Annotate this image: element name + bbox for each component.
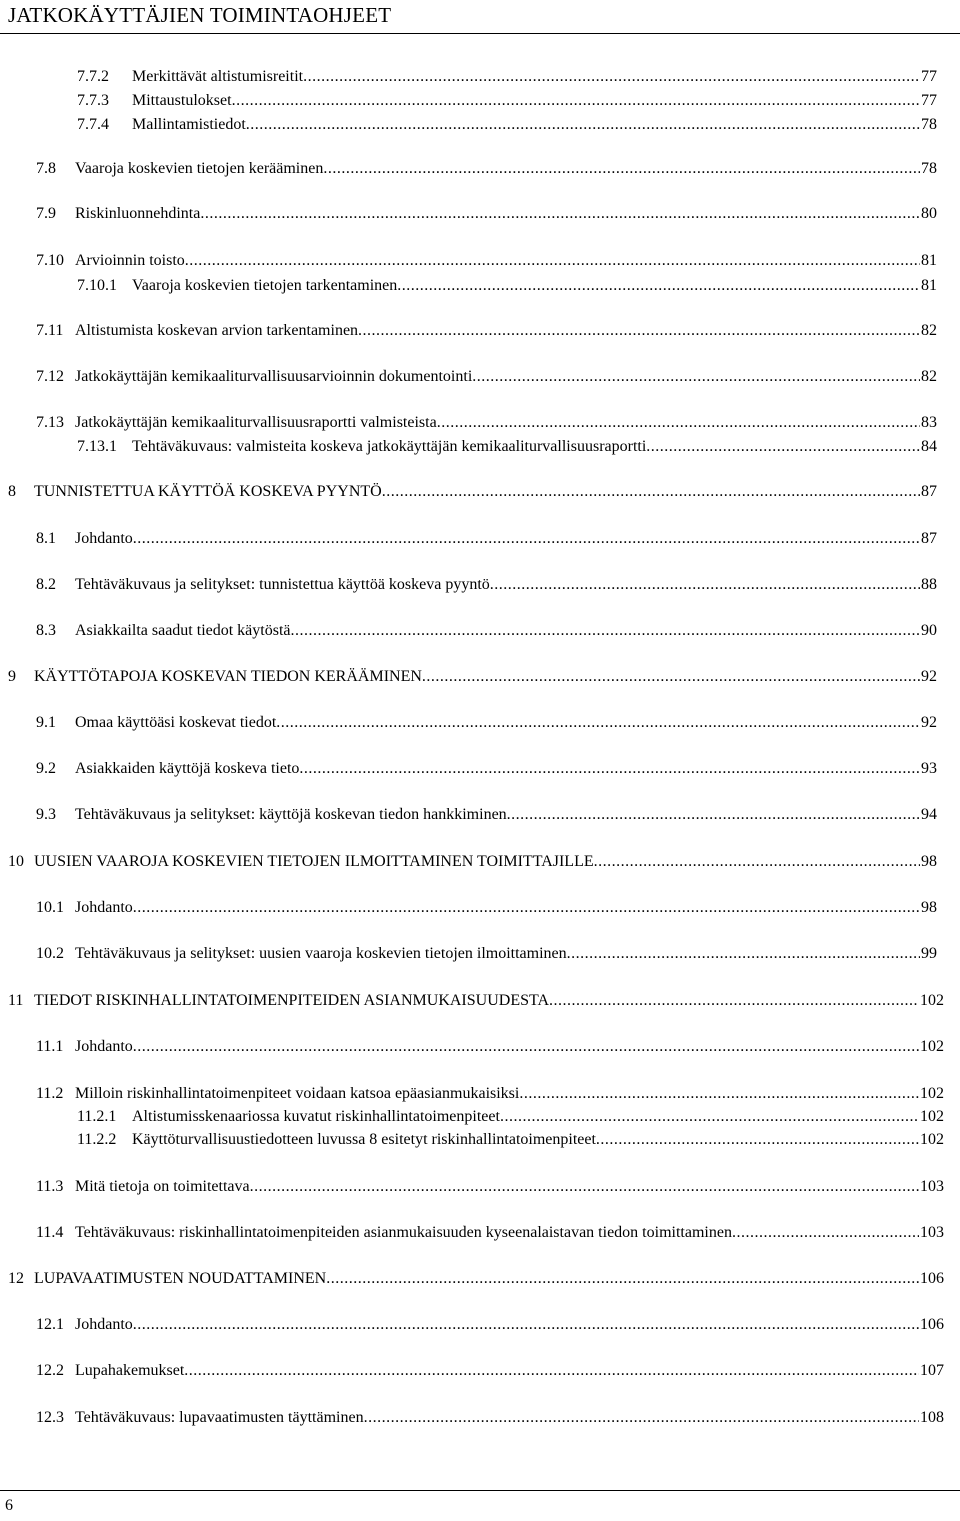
- toc-entry-title: Johdanto: [75, 530, 133, 547]
- toc-entry[interactable]: [36, 1316, 944, 1338]
- toc-entry-number: 9: [8, 668, 16, 685]
- toc-entry[interactable]: [36, 530, 937, 552]
- toc-dot-leader: [133, 530, 920, 548]
- toc-entry[interactable]: [36, 806, 937, 828]
- toc-entry-page: 108: [920, 1409, 944, 1426]
- toc-entry-title: Johdanto: [75, 1038, 133, 1055]
- toc-entry-title: Altistumista koskevan arvion tarkentaminen: [75, 322, 359, 339]
- toc-entry-number: 7.8: [36, 160, 56, 177]
- toc-entry-title: Jatkokäyttäjän kemikaaliturvallisuusarvioinnin dokumentointi: [75, 368, 473, 385]
- toc-entry[interactable]: [36, 945, 937, 967]
- toc-entry-title: Lupahakemukset: [75, 1362, 185, 1379]
- toc-dot-leader: [358, 322, 920, 340]
- toc-entry[interactable]: [36, 322, 937, 344]
- toc-dot-leader: [303, 68, 920, 86]
- toc-dot-leader: [291, 622, 921, 640]
- toc-entry[interactable]: [77, 116, 937, 138]
- toc-entry-page: 90: [921, 622, 937, 639]
- toc-dot-leader: [364, 1409, 919, 1427]
- toc-entry[interactable]: [77, 68, 937, 90]
- toc-entry[interactable]: [36, 368, 937, 390]
- toc-entry-page: 92: [921, 714, 937, 731]
- toc-dot-leader: [299, 760, 920, 778]
- toc-entry-number: 12.3: [36, 1409, 64, 1426]
- toc-entry-page: 78: [921, 116, 937, 133]
- toc-entry-title: Mittaustulokset: [132, 92, 232, 109]
- toc-entry-page: 82: [921, 368, 937, 385]
- toc-entry-number: 7.10: [36, 252, 64, 269]
- toc-entry[interactable]: [77, 277, 937, 299]
- toc-entry-title: KÄYTTÖTAPOJA KOSKEVAN TIEDON KERÄÄMINEN: [34, 668, 422, 685]
- toc-dot-leader: [133, 1316, 919, 1334]
- toc-entry-number: 7.10.1: [77, 277, 117, 294]
- toc-entry-title: Asiakkailta saadut tiedot käytöstä: [75, 622, 291, 639]
- toc-entry-title: TUNNISTETTUA KÄYTTÖÄ KOSKEVA PYYNTÖ: [34, 483, 382, 500]
- toc-entry-number: 9.2: [36, 760, 56, 777]
- toc-entry-title: Tehtäväkuvaus ja selitykset: tunnistettua käyttöä koskeva pyyntö: [75, 576, 490, 593]
- toc-entry-title: Tehtäväkuvaus: lupavaatimusten täyttäminen: [75, 1409, 364, 1426]
- toc-dot-leader: [326, 1270, 919, 1288]
- toc-dot-leader: [596, 1131, 919, 1149]
- toc-entry-page: 83: [921, 414, 937, 431]
- toc-dot-leader: [422, 668, 920, 686]
- toc-entry-title: Mallintamistiedot: [132, 116, 246, 133]
- toc-dot-leader: [732, 1224, 919, 1242]
- toc-entry-page: 93: [921, 760, 937, 777]
- toc-entry-number: 10.2: [36, 945, 64, 962]
- toc-dot-leader: [490, 576, 920, 594]
- toc-entry-page: 106: [920, 1270, 944, 1287]
- toc-entry-number: 8.3: [36, 622, 56, 639]
- toc-entry[interactable]: [36, 760, 937, 782]
- toc-entry-title: Jatkokäyttäjän kemikaaliturvallisuusraportti valmisteista: [75, 414, 437, 431]
- toc-entry-number: 9.3: [36, 806, 56, 823]
- toc-entry[interactable]: [36, 205, 937, 227]
- toc-entry-page: 81: [921, 252, 937, 269]
- toc-entry-number: 11.3: [36, 1178, 64, 1195]
- toc-dot-leader: [200, 205, 920, 223]
- toc-dot-leader: [185, 252, 920, 270]
- toc-entry-number: 9.1: [36, 714, 56, 731]
- document-title: JATKOKÄYTTÄJIEN TOIMINTAOHJEET: [8, 3, 392, 27]
- toc-entry-page: 92: [921, 668, 937, 685]
- toc-entry[interactable]: [8, 668, 937, 690]
- toc-dot-leader: [594, 853, 920, 871]
- toc-entry[interactable]: [77, 438, 937, 460]
- toc-dot-leader: [472, 368, 920, 386]
- toc-entry[interactable]: [36, 1178, 944, 1200]
- toc-entry[interactable]: [77, 1108, 944, 1130]
- toc-entry-page: 88: [921, 576, 937, 593]
- toc-dot-leader: [500, 1108, 919, 1126]
- toc-entry-number: 7.9: [36, 205, 56, 222]
- toc-dot-leader: [250, 1178, 919, 1196]
- toc-entry-page: 87: [921, 483, 937, 500]
- toc-entry-title: Johdanto: [75, 1316, 133, 1333]
- toc-entry-page: 107: [920, 1362, 944, 1379]
- toc-entry-page: 102: [920, 1131, 944, 1148]
- toc-entry[interactable]: [36, 1362, 944, 1384]
- toc-dot-leader: [519, 1085, 919, 1103]
- toc-entry-number: 8.1: [36, 530, 56, 547]
- toc-entry-page: 94: [921, 806, 937, 823]
- toc-entry[interactable]: [77, 92, 937, 114]
- toc-entry-title: Mitä tietoja on toimitettava: [75, 1178, 250, 1195]
- toc-entry[interactable]: [36, 1038, 944, 1060]
- toc-entry-number: 7.7.4: [77, 116, 109, 133]
- page-number: 6: [5, 1497, 13, 1514]
- toc-entry-page: 98: [921, 853, 937, 870]
- toc-entry-title: Asiakkaiden käyttöjä koskeva tieto: [75, 760, 300, 777]
- toc-entry-page: 81: [921, 277, 937, 294]
- toc-entry[interactable]: [8, 992, 944, 1014]
- toc-entry-title: Milloin riskinhallintatoimenpiteet voidaan katsoa epäasianmukaisiksi: [75, 1085, 520, 1102]
- toc-entry-number: 10: [8, 853, 24, 870]
- toc-dot-leader: [133, 899, 920, 917]
- footer-divider: [0, 1490, 960, 1491]
- toc-entry-page: 102: [920, 1038, 944, 1055]
- toc-entry-page: 106: [920, 1316, 944, 1333]
- toc-entry-title: TIEDOT RISKINHALLINTATOIMENPITEIDEN ASIANMUKAISUUDESTA: [34, 992, 550, 1009]
- toc-entry[interactable]: [36, 576, 937, 598]
- toc-entry-page: 87: [921, 530, 937, 547]
- toc-dot-leader: [184, 1362, 919, 1380]
- toc-entry-title: Tehtäväkuvaus ja selitykset: uusien vaaroja koskevien tietojen ilmoittaminen: [75, 945, 567, 962]
- toc-entry-number: 11: [8, 992, 24, 1009]
- toc-dot-leader: [382, 483, 920, 501]
- toc-dot-leader: [507, 806, 920, 824]
- toc-entry-page: 99: [921, 945, 937, 962]
- toc-entry-page: 84: [921, 438, 937, 455]
- toc-dot-leader: [246, 116, 920, 134]
- toc-entry-title: Tehtäväkuvaus ja selitykset: käyttöjä koskevan tiedon hankkiminen: [75, 806, 507, 823]
- toc-entry[interactable]: [36, 1224, 944, 1246]
- toc-entry[interactable]: [36, 414, 937, 436]
- toc-entry-number: 11.1: [36, 1038, 64, 1055]
- toc-dot-leader: [646, 438, 920, 456]
- toc-entry-title: Vaaroja koskevien tietojen kerääminen: [75, 160, 324, 177]
- toc-entry-title: Vaaroja koskevien tietojen tarkentaminen: [132, 277, 398, 294]
- toc-entry-title: LUPAVAATIMUSTEN NOUDATTAMINEN: [34, 1270, 327, 1287]
- toc-entry[interactable]: [36, 160, 937, 182]
- toc-entry-number: 12.2: [36, 1362, 64, 1379]
- toc-entry-page: 77: [921, 68, 937, 85]
- toc-entry-page: 103: [920, 1178, 944, 1195]
- toc-entry-number: 11.4: [36, 1224, 64, 1241]
- toc-entry-title: Merkittävät altistumisreitit: [132, 68, 304, 85]
- toc-entry-title: Omaa käyttöäsi koskevat tiedot: [75, 714, 277, 731]
- toc-dot-leader: [232, 92, 920, 110]
- toc-entry-title: Riskinluonnehdinta: [75, 205, 201, 222]
- toc-entry-page: 77: [921, 92, 937, 109]
- toc-dot-leader: [397, 277, 920, 295]
- toc-entry-number: 8: [8, 483, 16, 500]
- toc-entry-page: 80: [921, 205, 937, 222]
- toc-entry-title: Käyttöturvallisuustiedotteen luvussa 8 esitetyt riskinhallintatoimenpiteet: [132, 1131, 596, 1148]
- toc-entry-title: Johdanto: [75, 899, 133, 916]
- toc-dot-leader: [323, 160, 920, 178]
- toc-entry-page: 102: [920, 1108, 944, 1125]
- toc-entry-number: 7.7.2: [77, 68, 109, 85]
- toc-entry[interactable]: [8, 853, 937, 875]
- toc-entry-number: 7.13.1: [77, 438, 117, 455]
- toc-entry[interactable]: [8, 1270, 944, 1292]
- toc-entry[interactable]: [36, 899, 937, 921]
- toc-entry-number: 10.1: [36, 899, 64, 916]
- toc-entry-number: 7.11: [36, 322, 64, 339]
- toc-entry[interactable]: [36, 252, 937, 274]
- toc-entry-title: Arvioinnin toisto: [75, 252, 185, 269]
- toc-entry-title: Tehtäväkuvaus: riskinhallintatoimenpiteiden asianmukaisuuden kyseenalaistavan tiedon toimittaminen: [75, 1224, 732, 1241]
- toc-entry-number: 11.2.2: [77, 1131, 117, 1148]
- toc-entry-page: 82: [921, 322, 937, 339]
- toc-entry[interactable]: [36, 1409, 944, 1431]
- toc-dot-leader: [549, 992, 919, 1010]
- toc-entry[interactable]: [8, 483, 937, 505]
- toc-entry-number: 7.13: [36, 414, 64, 431]
- toc-dot-leader: [437, 414, 920, 432]
- toc-entry-title: Altistumisskenaariossa kuvatut riskinhallintatoimenpiteet: [132, 1108, 500, 1125]
- toc-entry-title: Tehtäväkuvaus: valmisteita koskeva jatkokäyttäjän kemikaaliturvallisuusraportti: [132, 438, 647, 455]
- toc-entry-page: 98: [921, 899, 937, 916]
- toc-entry-number: 7.12: [36, 368, 64, 385]
- toc-dot-leader: [567, 945, 920, 963]
- toc-entry-number: 12.1: [36, 1316, 64, 1333]
- toc-entry-number: 11.2: [36, 1085, 64, 1102]
- toc-entry-number: 11.2.1: [77, 1108, 117, 1125]
- toc-entry-number: 7.7.3: [77, 92, 109, 109]
- toc-entry[interactable]: [36, 714, 937, 736]
- toc-dot-leader: [276, 714, 920, 732]
- toc-entry-title: UUSIEN VAAROJA KOSKEVIEN TIETOJEN ILMOITTAMINEN TOIMITTAJILLE: [34, 853, 594, 870]
- toc-entry[interactable]: [77, 1131, 944, 1153]
- toc-entry-page: 102: [920, 992, 944, 1009]
- toc-dot-leader: [133, 1038, 919, 1056]
- toc-entry-page: 78: [921, 160, 937, 177]
- toc-entry-page: 102: [920, 1085, 944, 1102]
- toc-entry-number: 8.2: [36, 576, 56, 593]
- toc-entry-page: 103: [920, 1224, 944, 1241]
- toc-entry[interactable]: [36, 622, 937, 644]
- toc-entry-number: 12: [8, 1270, 24, 1287]
- toc-entry[interactable]: [36, 1085, 944, 1107]
